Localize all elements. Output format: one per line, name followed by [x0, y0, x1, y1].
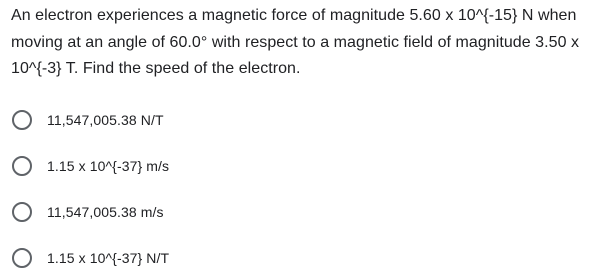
option-label: 11,547,005.38 N/T [47, 112, 164, 128]
option-3[interactable] [12, 202, 602, 222]
option-1[interactable] [12, 110, 602, 130]
answer-options [12, 110, 602, 268]
radio-button[interactable] [12, 202, 32, 222]
option-4[interactable] [12, 248, 602, 268]
radio-button[interactable] [12, 110, 32, 130]
radio-button[interactable] [12, 156, 32, 176]
question-text: An electron experiences a magnetic force of magnitude 5.60 x 10^{-15} N when moving at an angle of 60.0° with respect to a magnetic field of magnitude 3.50 x 10^{-3} T. Find the speed of the electron. [11, 7, 580, 77]
option-2[interactable] [12, 156, 602, 176]
option-label: 1.15 x 10^{-37} N/T [47, 250, 170, 266]
option-label: 11,547,005.38 m/s [47, 204, 164, 220]
radio-button[interactable] [12, 248, 32, 268]
option-label: 1.15 x 10^{-37} m/s [47, 158, 170, 174]
